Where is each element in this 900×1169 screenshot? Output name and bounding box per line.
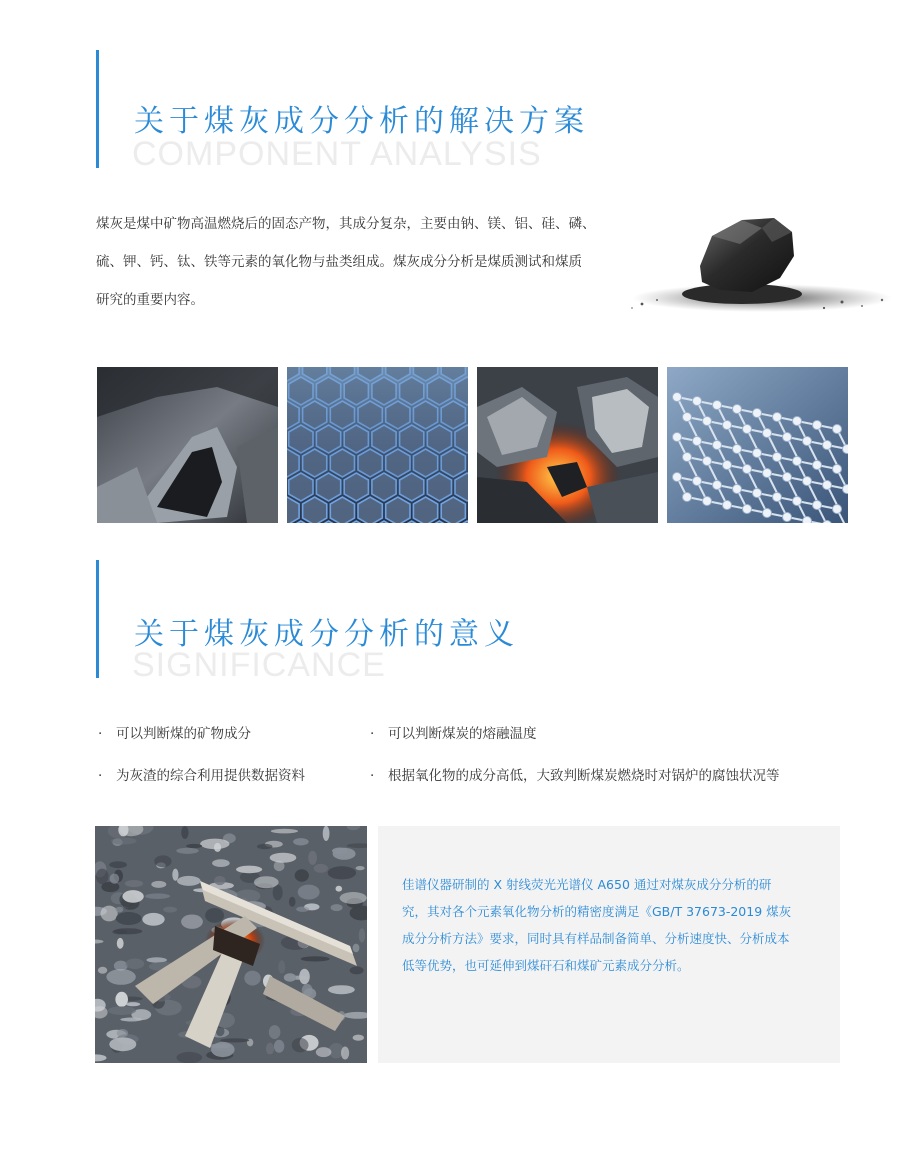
bullet-dot: · — [370, 768, 375, 784]
intro-line: 研究的重要内容。 — [96, 292, 204, 308]
panel-line: 低等优势，也可延伸到煤矸石和煤矿元素成分分析。 — [402, 958, 690, 973]
bullet-item — [370, 722, 537, 742]
info-panel-text — [402, 876, 827, 984]
section1-accent-bar — [96, 50, 99, 168]
section2-title: 关于煤灰成分分析的意义 — [134, 617, 519, 652]
intro-line: 煤灰是煤中矿物高温燃烧后的固态产物，其成分复杂，主要由钠、镁、铝、硅、磷、 — [96, 216, 596, 232]
panel-line: 佳谱仪器研制的 X 射线荧光光谱仪 A650 通过对煤灰成分分析的研 — [402, 877, 772, 892]
bullet-text: 可以判断煤炭的熔融温度 — [388, 726, 537, 742]
bullet-item — [98, 764, 305, 784]
bullet-text: 根据氧化物的成分高低，大致判断煤炭燃烧时对锅炉的腐蚀状况等 — [388, 768, 780, 784]
bullet-dot: · — [370, 726, 375, 742]
panel-line: 究，其对各个元素氧化物分析的精密度满足《GB/T 37673-2019 煤灰 — [402, 904, 792, 919]
section1-title: 关于煤灰成分分析的解决方案 — [134, 104, 589, 139]
bullet-item — [370, 764, 780, 784]
bullet-text: 可以判断煤的矿物成分 — [116, 726, 251, 742]
hexagon-grid-image — [287, 367, 468, 523]
panel-line: 成分分析方法》要求，同时具有样品制备简单、分析速度快、分析成本 — [402, 931, 790, 946]
bullet-item — [98, 722, 251, 742]
intro-line: 硫、钾、钙、钛、铁等元素的氧化物与盐类组成。煤灰成分分析是煤质测试和煤质 — [96, 254, 582, 270]
coal-lump-image — [612, 208, 897, 326]
bullet-dot: · — [98, 726, 103, 742]
burning-coal-image — [477, 367, 658, 523]
bullet-text: 为灰渣的综合利用提供数据资料 — [116, 768, 305, 784]
section2-subtitle: SIGNIFICANCE — [132, 646, 386, 684]
section1-intro — [96, 214, 616, 328]
bullet-dot: · — [98, 768, 103, 784]
section2-accent-bar — [96, 560, 99, 678]
ash-cave-image — [97, 367, 278, 523]
carbon-nanotube-image — [667, 367, 848, 523]
section1-subtitle: COMPONENT ANALYSIS — [132, 135, 542, 173]
burnt-wood-ash-image — [95, 826, 367, 1063]
